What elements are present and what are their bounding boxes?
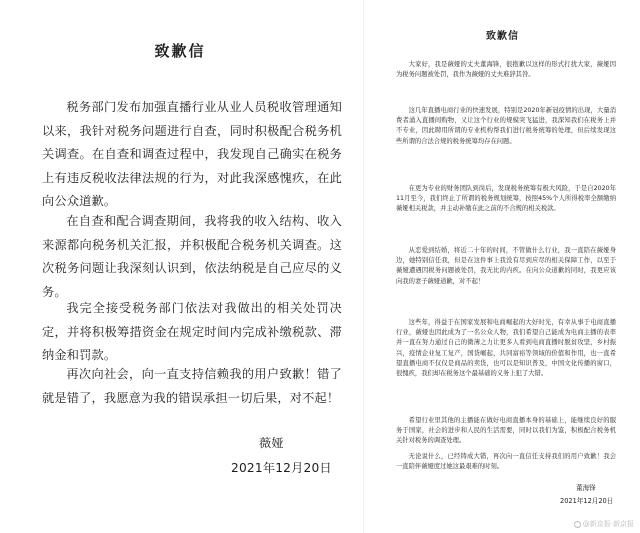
letter-paragraph-2: 在自查和配合调查期间，我将我的收入结构、收入来源都向税务机关汇报，并积极配合税务机关调查。这次税务问题让我深刻认识到，依法纳税是自己应尽的义务。: [42, 214, 342, 299]
letter-paragraph-2: 这几年直播电商行业的快速发展，特别是2020年新冠疫情的出现，大量消费者涌入直播间购物，又让这个行业的规模突飞猛进，我深知我们在税务上并不专业，因此聘用所谓的专业机构帮我们进行税务统筹的处理，但后续发现这些所谓的合法合规的税务统筹均存在问题。: [396, 107, 616, 145]
letter-signature: 薇娅: [259, 436, 284, 450]
weibo-logo-icon: [574, 521, 581, 528]
letter-title: 致歉信: [154, 42, 206, 60]
letter-date: 2021年12月20日: [231, 461, 332, 475]
letter-paragraph-4: 再次向社会，向一直支持信赖我的用户致歉！错了就是错了，我愿意为我的错误承担一切后果，对不起！: [42, 367, 342, 405]
letter-paragraph-4: 从恋爱到结婚，将近二十年的时间，不管做什么行业，我一直陪在薇娅身边，她特别信任我，但是在这件事上我没有尽到应尽的相关保障工作，以至于薇娅遭遇因税务问题被处罚，我无比的内疚。在向公众道歉的同时，我更应该向我的妻子薇娅道歉，对不起！: [396, 247, 616, 285]
letter-signature: 董海锋: [576, 484, 596, 492]
letter-paragraph-7: 无论说什么，已经铸成大错，再次向一直信任支持我们的用户致歉！我会一直陪伴薇娅度过她这最艰难的时刻。: [396, 453, 616, 471]
right-apology-letter: [363, 0, 640, 533]
letter-paragraph-3: 在更为专业的财务团队到岗后，发现税务统筹有极大风险，于是自2020年11月至今，我们终止了所谓的税务规划统筹，按照45%个人所得税率全额缴纳薇娅相关税款，并主动补缴在此之前的不合规的相关税款。: [396, 185, 616, 213]
letter-paragraph-1: 税务部门发布加强直播行业从业人员税收管理通知以来，我针对税务问题进行自查，同时积极配合税务机关调查。在自查和调查过程中，我发现自己确实在税务上有违反税收法律法规的行为，对此我深感愧疚，在此向公众道歉。: [42, 100, 342, 208]
letter-title: 致歉信: [486, 31, 519, 42]
letter-paragraph-6: 希望行业里其他的主播能在做好电商直播本身的基础上，能继续良好的服务于国家，社会的进步和人民的生活需要，同时以我们为鉴，积极配合税务机关针对税务的调查处理。: [396, 417, 616, 445]
letter-paragraph-3: 我完全接受税务部门依法对我做出的相关处罚决定，并将积极筹措资金在规定时间内完成补缴税款、滞纳金和罚款。: [42, 301, 342, 362]
letter-paragraph-5: 这些年，得益于在国家发展和电商崛起的大好时光，有幸从事于电商直播行业，薇娅也因此成为了一名公众人物，我们希望自己能成为电商主播的表率并一直在努力通过自己的微薄之力让更多人看到电商直播时脱贫攻坚，乡村振兴，疫情企业复工复产，国货崛起，共同富裕等领域的价值和作用，也一直希望直播电商不仅仅是商品的卖货，也可以是知识普及，中国文化传播的窗口，很愧疚，我们却在税务这个最基础的义务上犯了大错。: [396, 319, 616, 378]
source-watermark: [574, 519, 634, 529]
letter-date: 2021年12月20日: [560, 497, 614, 505]
letter-paragraph-1: 大家好，我是薇娅的丈夫董海锋，很抱歉以这样的形式打扰大家，薇娅因为税务问题被处罚，我作为薇娅的丈夫难辞其咎。: [396, 61, 616, 79]
watermark-text: @新京报·新京报: [582, 520, 634, 528]
